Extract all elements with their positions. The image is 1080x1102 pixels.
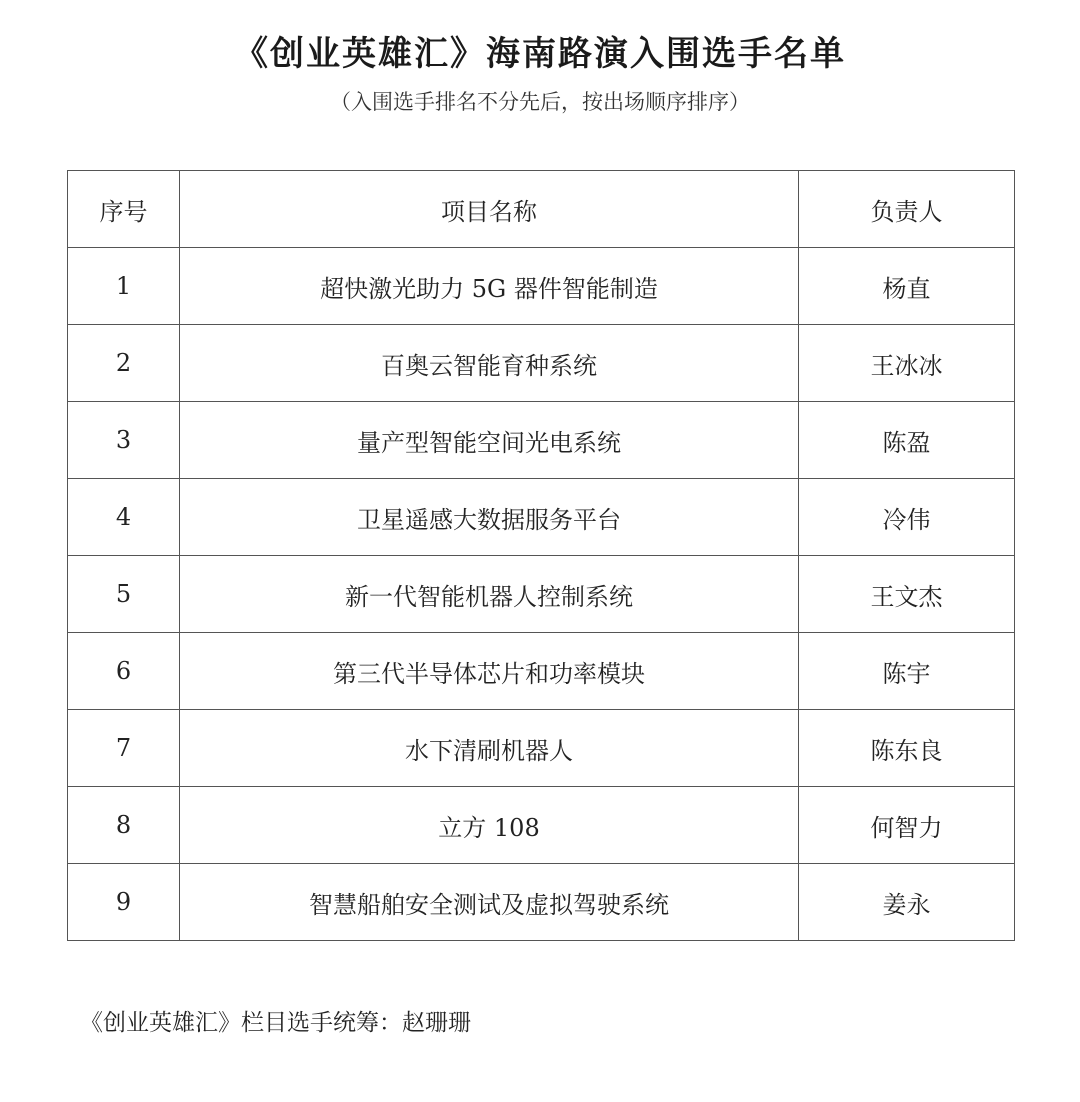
project-name: 智慧船舶安全测试及虚拟驾驶系统 bbox=[180, 864, 799, 941]
row-number: 3 bbox=[68, 402, 180, 479]
table-row bbox=[68, 787, 1015, 864]
leader-name: 姜永 bbox=[799, 864, 1015, 941]
project-name: 量产型智能空间光电系统 bbox=[180, 402, 799, 479]
leader-name: 冷伟 bbox=[799, 479, 1015, 556]
row-number: 7 bbox=[68, 710, 180, 787]
row-number: 5 bbox=[68, 556, 180, 633]
table-header-row bbox=[68, 171, 1015, 248]
table-row bbox=[68, 479, 1015, 556]
leader-name: 陈宇 bbox=[799, 633, 1015, 710]
project-name: 新一代智能机器人控制系统 bbox=[180, 556, 799, 633]
header-project: 项目名称 bbox=[180, 171, 799, 248]
leader-name: 王文杰 bbox=[799, 556, 1015, 633]
row-number: 1 bbox=[68, 248, 180, 325]
row-number: 9 bbox=[68, 864, 180, 941]
leader-name: 陈盈 bbox=[799, 402, 1015, 479]
table-row bbox=[68, 556, 1015, 633]
leader-name: 陈东良 bbox=[799, 710, 1015, 787]
project-name: 水下清刷机器人 bbox=[180, 710, 799, 787]
row-number: 4 bbox=[68, 479, 180, 556]
leader-name: 王冰冰 bbox=[799, 325, 1015, 402]
table-row bbox=[68, 864, 1015, 941]
project-name: 超快激光助力 5G 器件智能制造 bbox=[180, 248, 799, 325]
project-name: 卫星遥感大数据服务平台 bbox=[180, 479, 799, 556]
leader-name: 杨直 bbox=[799, 248, 1015, 325]
finalist-table bbox=[67, 170, 1015, 941]
table-row bbox=[68, 325, 1015, 402]
row-number: 2 bbox=[68, 325, 180, 402]
header-number: 序号 bbox=[68, 171, 180, 248]
project-name: 百奥云智能育种系统 bbox=[180, 325, 799, 402]
project-name: 立方 108 bbox=[180, 787, 799, 864]
table-row bbox=[68, 633, 1015, 710]
table-row bbox=[68, 710, 1015, 787]
page-title: 《创业英雄汇》海南路演入围选手名单 bbox=[234, 34, 846, 74]
table-row bbox=[68, 402, 1015, 479]
table-row bbox=[68, 248, 1015, 325]
row-number: 6 bbox=[68, 633, 180, 710]
project-name: 第三代半导体芯片和功率模块 bbox=[180, 633, 799, 710]
page-subtitle: （入围选手排名不分先后，按出场顺序排序） bbox=[330, 90, 750, 114]
header-leader: 负责人 bbox=[799, 171, 1015, 248]
leader-name: 何智力 bbox=[799, 787, 1015, 864]
row-number: 8 bbox=[68, 787, 180, 864]
footer-note: 《创业英雄汇》栏目选手统筹：赵珊珊 bbox=[80, 1010, 471, 1036]
